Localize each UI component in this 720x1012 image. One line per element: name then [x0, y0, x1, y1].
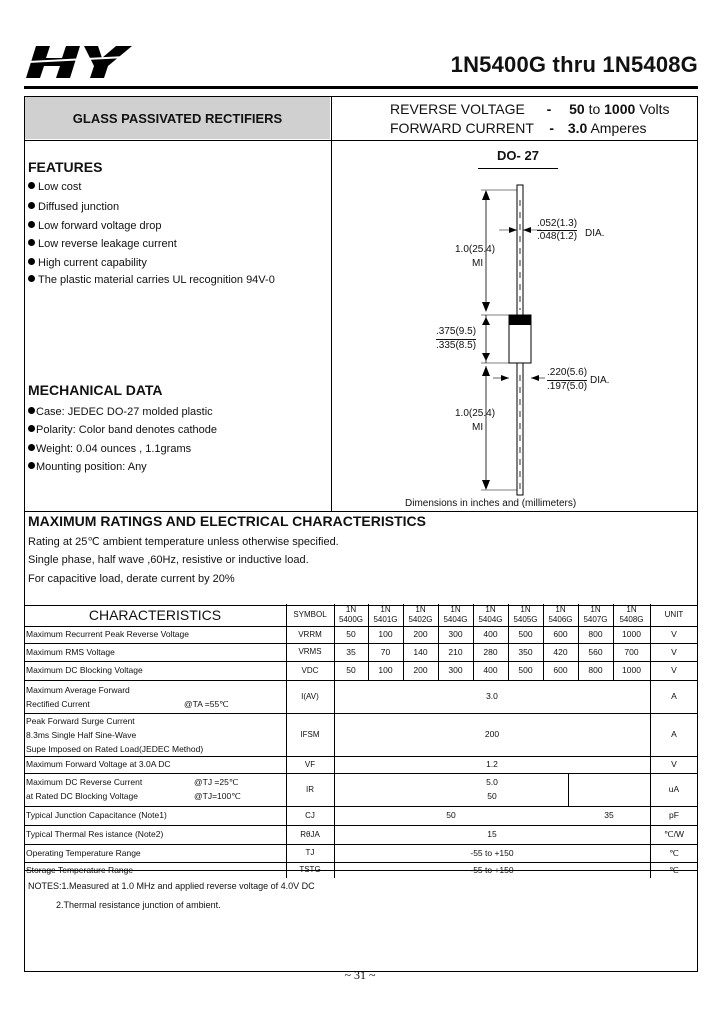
part-prefix: 1N [450, 605, 461, 614]
header-rule [24, 86, 698, 89]
mechanical-item: Mounting position: Any [28, 461, 147, 473]
row-value: 5.0 [486, 777, 498, 787]
forward-current-spec: FORWARD CURRENT - 3.0 Amperes [390, 120, 647, 136]
ratings-heading: MAXIMUM RATINGS AND ELECTRICAL CHARACTERISTICS [28, 513, 426, 529]
part-number-header [613, 605, 650, 625]
package-name-underline [478, 168, 558, 169]
row-unit: V [671, 629, 677, 639]
row-label: Storage Temperature Range [26, 865, 134, 875]
hy-logo [26, 44, 154, 80]
part-suffix: 5407G [583, 615, 608, 624]
part-number-header [368, 605, 403, 625]
row-label: Typical Thermal Res istance (Note2) [26, 829, 164, 839]
lead-dia-max: .052(1.3) [537, 218, 578, 229]
row-value: 200 [484, 729, 500, 739]
dimension-caption: Dimensions in inches and (millimeters) [405, 498, 577, 509]
do27-outline-drawing [331, 170, 697, 500]
row-symbol: VRRM [298, 630, 322, 639]
table-grid-line [24, 773, 698, 774]
part-number-header [403, 605, 438, 625]
body-dia-label: DIA. [590, 375, 610, 386]
row-symbol: TSTG [299, 865, 321, 874]
row-label: at Rated DC Blocking Voltage [26, 791, 138, 801]
row-label: Maximum RMS Voltage [26, 647, 115, 657]
row-value: 100 [378, 665, 393, 675]
row-unit: uA [668, 784, 680, 794]
lead-dia-label: DIA. [585, 228, 605, 239]
row-value: 1.2 [486, 759, 498, 769]
bullet-icon [28, 462, 35, 469]
row-label: Maximum DC Blocking Voltage [26, 665, 143, 675]
row-value: -55 to +150 [470, 865, 514, 875]
row-value: 560 [588, 647, 603, 657]
feature-item: High current capability [28, 257, 147, 269]
row-unit: V [671, 759, 677, 769]
row-value: 400 [483, 629, 498, 639]
row-symbol: VDC [301, 666, 319, 675]
row-value: -55 to +150 [470, 848, 514, 858]
row-value: 50 [446, 810, 456, 820]
bullet-icon [28, 221, 35, 228]
part-number-header [543, 605, 578, 625]
lead-length-bottom: 1.0(25.4) [455, 408, 496, 419]
mechanical-item: Case: JEDEC DO-27 molded plastic [28, 406, 213, 418]
symbol-header: SYMBOL [293, 610, 327, 619]
row-label: Operating Temperature Range [26, 848, 141, 858]
lead-length-top: 1.0(25.4) [455, 244, 496, 255]
row-value: 280 [483, 647, 498, 657]
row-value: 350 [518, 647, 533, 657]
row-condition: @TA =55℃ [184, 699, 229, 709]
mechanical-heading: MECHANICAL DATA [28, 382, 163, 398]
part-number-header [578, 605, 613, 625]
body-dia-max: .220(5.6) [547, 367, 588, 378]
features-heading: FEATURES [28, 159, 103, 175]
bullet-icon [28, 202, 35, 209]
row-symbol: CJ [305, 811, 315, 820]
page-number: ~ 31 ~ [344, 968, 376, 982]
row-symbol: IR [306, 785, 314, 794]
mechanical-item: Polarity: Color band denotes cathode [28, 424, 217, 436]
divider [25, 140, 697, 141]
row-value: 3.0 [486, 691, 498, 701]
row-value: 35 [604, 810, 614, 820]
package-name: DO- 27 [497, 148, 539, 163]
row-condition: @TJ=100℃ [194, 791, 241, 801]
part-suffix: 5408G [619, 615, 644, 624]
row-value: 35 [346, 647, 356, 657]
row-symbol: RθJA [300, 830, 320, 839]
row-symbol: IFSM [300, 730, 320, 739]
row-unit: A [671, 691, 677, 701]
part-number-header [508, 605, 543, 625]
row-value: 140 [413, 647, 428, 657]
part-suffix: 5405G [513, 615, 538, 624]
rating-note: For capacitive load, derate current by 20% [28, 573, 235, 585]
row-unit: pF [669, 810, 679, 820]
footnote-1: NOTES:1.Measured at 1.0 MHz and applied reverse voltage of 4.0V DC [28, 881, 315, 891]
row-label: 8.3ms Single Half Sine-Wave [26, 730, 137, 740]
part-suffix: 5400G [338, 615, 364, 624]
mechanical-item: Weight: 0.04 ounces , 1.1grams [28, 443, 191, 455]
part-suffix: 5406G [548, 615, 573, 624]
row-value: 600 [553, 665, 568, 675]
characteristics-table [24, 604, 698, 878]
part-prefix: 1N [345, 605, 357, 614]
part-number-header [473, 605, 508, 625]
lead-dia-min: .048(1.2) [537, 231, 578, 242]
bullet-icon [28, 425, 35, 432]
row-unit: ℃ [669, 865, 679, 875]
row-value: 800 [588, 665, 603, 675]
part-prefix: 1N [520, 605, 531, 614]
row-symbol: TJ [305, 848, 315, 857]
row-value: 1000 [622, 629, 641, 639]
row-value: 50 [487, 791, 497, 801]
row-value: 400 [483, 665, 498, 675]
part-number-header [334, 605, 368, 625]
row-value: 200 [413, 665, 428, 675]
bullet-icon [28, 444, 35, 451]
unit-header: UNIT [664, 610, 684, 619]
part-prefix: 1N [626, 605, 637, 614]
row-label: Peak Forward Surge Current [26, 716, 135, 726]
row-symbol: VRMS [298, 647, 322, 656]
row-condition: @TJ =25℃ [194, 777, 239, 787]
row-value: 50 [346, 629, 356, 639]
row-value: 600 [553, 629, 568, 639]
row-label: Typical Junction Capacitance (Note1) [26, 810, 167, 820]
row-label: Maximum Forward Voltage at 3.0A DC [26, 759, 171, 769]
rating-note: Rating at 25℃ ambient temperature unless otherwise specified. [28, 536, 339, 548]
feature-item: Low forward voltage drop [28, 220, 162, 232]
row-label: Supe Imposed on Rated Load(JEDEC Method) [26, 744, 204, 754]
section-title: GLASS PASSIVATED RECTIFIERS [25, 97, 330, 139]
row-symbol: I(AV) [301, 692, 319, 701]
row-value: 15 [487, 829, 497, 839]
part-suffix: 5404G [478, 615, 503, 624]
part-suffix: 5404G [443, 615, 468, 624]
row-label: Maximum Average Forward [26, 685, 130, 695]
feature-item: Low cost [28, 181, 81, 193]
row-unit: ℃ [669, 848, 679, 858]
lead-length-bottom-mi: MI [472, 422, 484, 433]
divider [25, 511, 697, 512]
bullet-icon [28, 182, 35, 189]
row-value: 500 [518, 665, 533, 675]
row-value: 100 [378, 629, 393, 639]
part-suffix: 5402G [408, 615, 433, 624]
part-prefix: 1N [485, 605, 496, 614]
row-value: 420 [553, 647, 568, 657]
bullet-icon [28, 275, 35, 282]
row-unit: ℃/W [664, 829, 684, 839]
feature-item: Low reverse leakage current [28, 238, 177, 250]
row-value: 200 [413, 629, 428, 639]
row-label: Rectified Current [26, 699, 90, 709]
row-value: 50 [346, 665, 356, 675]
lead-length-top-mi: MI [472, 258, 484, 269]
row-value: 800 [588, 629, 603, 639]
bullet-icon [28, 239, 35, 246]
page-title: 1N5400G thru 1N5408G [450, 52, 698, 77]
part-prefix: 1N [555, 605, 566, 614]
row-label: Maximum Recurrent Peak Reverse Voltage [26, 629, 189, 639]
row-label: Maximum DC Reverse Current [26, 777, 143, 787]
feature-item: Diffused junction [28, 201, 119, 213]
cathode-band [509, 315, 531, 325]
footnote-2: 2.Thermal resistance junction of ambient. [56, 900, 221, 910]
row-value: 300 [448, 629, 463, 639]
row-value: 300 [448, 665, 463, 675]
part-number-header [438, 605, 473, 625]
characteristics-header: CHARACTERISTICS [88, 607, 222, 623]
part-suffix: 5401G [373, 615, 398, 624]
row-value: 210 [448, 647, 463, 657]
part-prefix: 1N [415, 605, 426, 614]
row-value: 70 [380, 647, 391, 657]
body-length-min: .335(8.5) [436, 340, 477, 351]
row-value: 700 [624, 647, 639, 657]
reverse-voltage-spec: REVERSE VOLTAGE - 50 to 1000 Volts [390, 101, 670, 117]
feature-item: The plastic material carries UL recognition 94V-0 [28, 274, 275, 286]
part-prefix: 1N [590, 605, 601, 614]
body-dia-min: .197(5.0) [547, 381, 588, 392]
row-value: 1000 [622, 665, 641, 675]
rating-note: Single phase, half wave ,60Hz, resistive or inductive load. [28, 554, 309, 566]
row-unit: V [671, 647, 677, 657]
bullet-icon [28, 407, 35, 414]
row-unit: V [671, 665, 677, 675]
body-length-max: .375(9.5) [436, 326, 477, 337]
bullet-icon [28, 258, 35, 265]
row-value: 500 [518, 629, 533, 639]
part-prefix: 1N [380, 605, 391, 614]
row-unit: A [671, 729, 677, 739]
row-symbol: VF [304, 760, 316, 769]
